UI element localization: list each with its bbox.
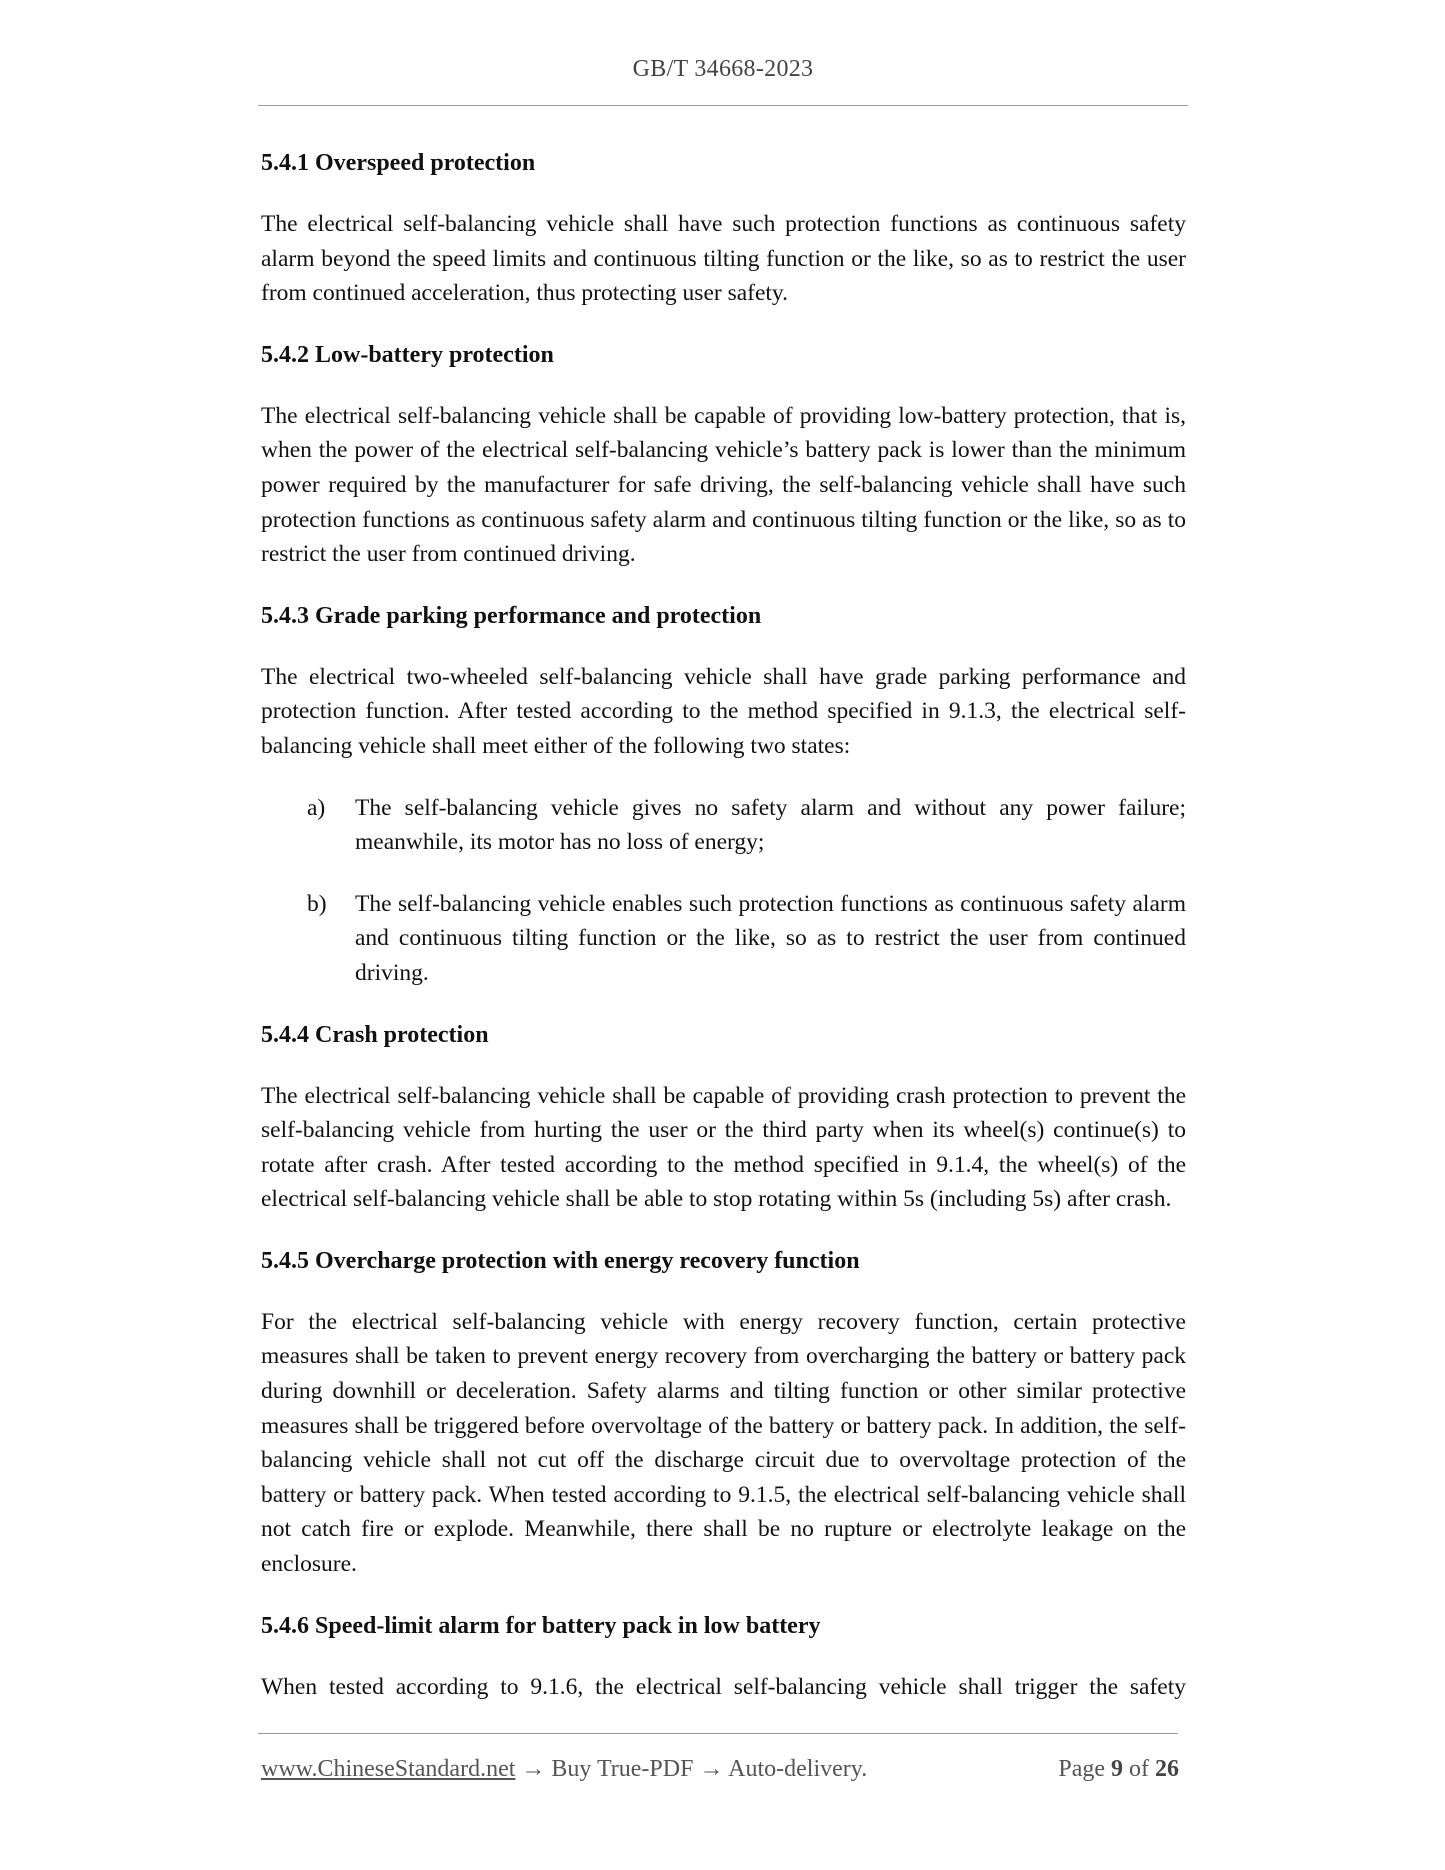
list-item [261,791,1186,860]
paragraph: For the electrical self-balancing vehicle with energy recovery function, certain protective measures shall be taken to prevent energy recovery from overcharging the battery or battery pack during downhill or deceleration. Safety alarms and tilting function or other similar protective measures shall be triggered before overvoltage of the battery or battery pack. In addition, the self-balancing vehicle shall not cut off the discharge circuit due to overvoltage protection of the battery or battery pack. When tested according to 9.1.5, the electrical self-balancing vehicle shall not catch fire or explode. Meanwhile, there shall be no rupture or electrolyte leakage on the enclosure. [261,1308,1186,1578]
arrow-icon: → [515,1756,552,1782]
footer-promo [261,1756,867,1783]
list-marker: b) [307,890,327,917]
arrow-icon: → [693,1756,729,1782]
list-item-text: The self-balancing vehicle enables such protection functions as continuous safety alarm and continuous tilting function or the like, so as to restrict the user from continued driving. [355,890,1186,986]
of-label: of [1129,1756,1149,1782]
section-heading: 5.4.3 Grade parking performance and protection [261,602,762,629]
section-5-4-4 [261,1018,1186,1217]
section-5-4-2 [261,338,1186,572]
auto-delivery-text: Auto-delivery. [728,1756,868,1782]
buy-pdf-text: Buy True-PDF [551,1756,694,1782]
section-5-4-5 [261,1244,1186,1582]
section-heading: 5.4.1 Overspeed protection [261,150,536,176]
total-pages: 26 [1155,1756,1179,1782]
page-header: GB/T 34668-2023 [632,56,814,82]
list-item-text: The self-balancing vehicle gives no safety alarm and without any power failure; meanwhile, its motor has no loss of energy; [355,794,1186,856]
list-item [261,887,1186,991]
section-5-4-3 [261,599,1186,991]
list-marker: a) [307,794,326,821]
website-link[interactable]: www.ChineseStandard.net [261,1756,516,1782]
section-5-4-1 [261,146,1186,311]
header-divider [258,105,1188,106]
document-body [261,146,1186,1731]
paragraph: The electrical self-balancing vehicle shall have such protection functions as continuous safety alarm beyond the speed limits and continuous tilting function or the like, so as to restrict the user from continued acceleration, thus protecting user safety. [261,211,1186,307]
section-heading: 5.4.2 Low-battery protection [261,341,554,368]
paragraph: The electrical self-balancing vehicle shall be capable of providing crash protection to prevent the self-balancing vehicle from hurting the user or the third party when its wheel(s) continue(s) to rotate after crash. After tested according to the method specified in 9.1.4, the wheel(s) of the electrical self-balancing vehicle shall be able to stop rotating within 5s (including 5s) after crash. [261,1082,1186,1213]
footer-divider [258,1733,1178,1734]
section-5-4-6 [261,1609,1186,1705]
paragraph: The electrical self-balancing vehicle shall be capable of providing low-battery protection, that is, when the power of the electrical self-balancing vehicle’s battery pack is lower than the minimum power required by the manufacturer for safe driving, the self-balancing vehicle shall have such protection functions as continuous safety alarm and continuous tilting function or the like, so as to restrict the user from continued driving. [261,402,1186,568]
page-label: Page [1058,1756,1105,1782]
current-page-number: 9 [1111,1756,1123,1782]
section-heading: 5.4.6 Speed-limit alarm for battery pack in low battery [261,1612,821,1639]
section-heading: 5.4.5 Overcharge protection with energy recovery function [261,1247,860,1274]
paragraph: When tested according to 9.1.6, the electrical self-balancing vehicle shall trigger the safety [261,1673,1186,1700]
page-indicator [1058,1756,1179,1783]
paragraph: The electrical two-wheeled self-balancing vehicle shall have grade parking performance and protection function. After tested according to the method specified in 9.1.3, the electrical self-balancing vehicle shall meet either of the following two states: [261,663,1186,759]
section-heading: 5.4.4 Crash protection [261,1021,489,1048]
